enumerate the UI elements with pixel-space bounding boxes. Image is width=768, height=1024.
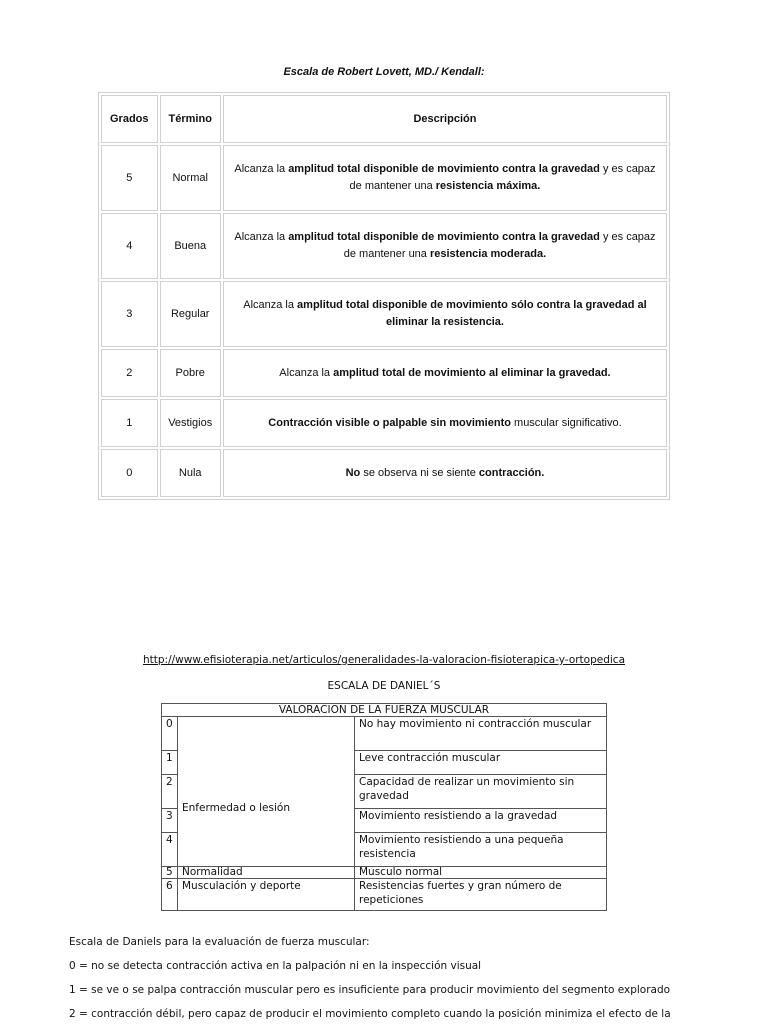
bold-text: contracción. <box>478 466 545 479</box>
grade-number: 4 <box>166 834 173 846</box>
bold-text: amplitud total disponible de movimiento sólo contra la gravedad al eliminar la resistencia. <box>297 299 647 328</box>
table-row <box>101 145 667 211</box>
bold-text: resistencia moderada. <box>429 248 547 260</box>
grade-label: Normalidad <box>182 866 243 878</box>
lovett-title: Escala de Robert Lovett, MD./ Kendall: <box>283 66 485 78</box>
grado-cell: 4 <box>101 213 158 279</box>
bold-text: amplitud total de movimiento al eliminar la gravedad. <box>333 366 611 379</box>
grade-number: 6 <box>166 880 173 892</box>
grade-description: Capacidad de realizar un movimiento sin gravedad <box>359 776 575 802</box>
grade-definition: 2 = contracción débil, pero capaz de producir el movimiento completo cuando la posición minimiza el efecto de la <box>69 1008 671 1020</box>
text: Alcanza la <box>279 366 334 379</box>
grado-cell: 3 <box>101 281 158 347</box>
termino-cell: Nula <box>160 449 221 497</box>
grade-number: 5 <box>166 866 173 878</box>
grado-cell: 0 <box>101 449 158 497</box>
grado-cell: 5 <box>101 145 158 211</box>
daniels-title: ESCALA DE DANIEL´S <box>327 680 441 692</box>
text: y es capaz de mantener una <box>343 231 656 260</box>
text: Alcanza la <box>243 299 298 311</box>
description-cell <box>223 213 667 279</box>
termino-cell: Regular <box>160 281 221 347</box>
grade-number: 1 <box>166 752 173 764</box>
grade-definition: 1 = se ve o se palpa contracción muscular pero es insuficiente para producir movimiento del segmento explorado <box>69 984 671 996</box>
description-cell <box>223 145 667 211</box>
bold-text: amplitud total disponible de movimiento contra la gravedad <box>288 163 600 175</box>
description-cell <box>223 449 667 497</box>
grado-cell: 2 <box>101 349 158 397</box>
bold-text: resistencia máxima. <box>435 180 541 192</box>
grade-description: Musculo normal <box>359 866 443 878</box>
table-row <box>101 399 667 447</box>
description-cell <box>223 349 667 397</box>
daniels-header: VALORACION DE LA FUERZA MUSCULAR <box>278 704 490 716</box>
daniels-table <box>161 703 607 911</box>
text: y es capaz de mantener una <box>349 163 656 192</box>
bold-text: Contracción visible o palpable sin movimiento <box>268 416 511 429</box>
table-row <box>101 213 667 279</box>
group-label: Enfermedad o lesión <box>182 802 290 814</box>
grade-number: 2 <box>166 776 173 788</box>
text: se observa ni se siente <box>360 466 479 479</box>
daniels-intro: Escala de Daniels para la evaluación de fuerza muscular: <box>69 936 370 948</box>
description-cell <box>223 399 667 447</box>
description-cell <box>223 281 667 347</box>
grade-description: Movimiento resistiendo a una pequeña resistencia <box>359 834 564 860</box>
grade-number: 0 <box>166 718 173 730</box>
termino-cell: Pobre <box>160 349 221 397</box>
termino-cell: Normal <box>160 145 221 211</box>
grado-cell: 1 <box>101 399 158 447</box>
grade-description: Movimiento resistiendo a la gravedad <box>359 810 558 822</box>
grade-description: No hay movimiento ni contracción muscular <box>359 718 592 730</box>
grade-description: Leve contracción muscular <box>359 752 501 764</box>
table-row <box>101 449 667 497</box>
text: Alcanza la <box>234 231 289 243</box>
header-termino: Término <box>160 95 221 143</box>
termino-cell: Buena <box>160 213 221 279</box>
grade-label: Musculación y deporte <box>182 880 301 892</box>
grade-description: Resistencias fuertes y gran número de repeticiones <box>359 880 562 906</box>
source-link[interactable]: http://www.efisioterapia.net/articulos/generalidades-la-valoracion-fisioterapica-y-ortopedica <box>142 654 626 666</box>
header-grados: Grados <box>101 95 158 143</box>
text: muscular significativo. <box>510 416 622 429</box>
header-descripcion: Descripción <box>223 95 667 143</box>
table-row <box>101 349 667 397</box>
bold-text: No <box>345 466 361 479</box>
grade-number: 3 <box>166 810 173 822</box>
lovett-table <box>98 92 670 500</box>
bold-text: amplitud total disponible de movimiento contra la gravedad <box>288 231 600 243</box>
table-row <box>101 281 667 347</box>
grade-definition: 0 = no se detecta contracción activa en la palpación ni en la inspección visual <box>69 960 482 972</box>
termino-cell: Vestigios <box>160 399 221 447</box>
text: Alcanza la <box>234 163 289 175</box>
